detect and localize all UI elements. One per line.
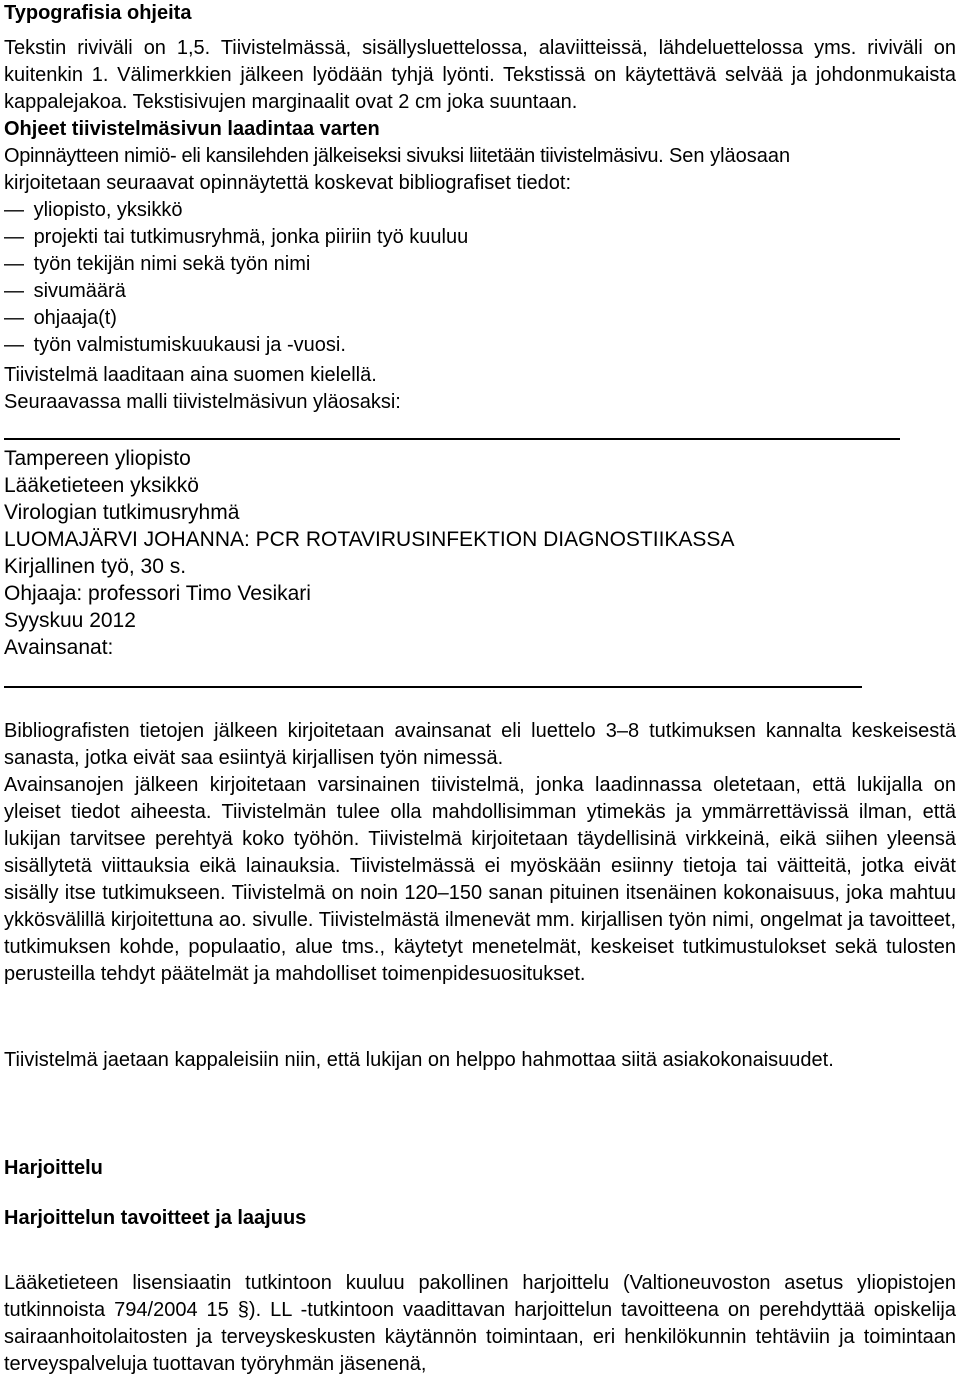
example-group: Virologian tutkimusryhmä (4, 501, 240, 524)
abstract-intro-line2: kirjoitetaan seuraavat opinnäytettä koskevat bibliografiset tiedot: (4, 172, 572, 194)
typography-paragraph: Tekstin riviväli on 1,5. Tiivistelmässä, sisällysluettelossa, alaviitteissä, lähdeluettelossa yms. riviväli on kuitenkin 1. Välimerkkien jälkeen lyödään tyhjä lyönti. Tekstissä on käytettävä selvää ja johdonmukaista kappalejakoa. Tekstisivujen marginaalit ovat 2 cm joka suuntaan. (4, 37, 956, 113)
list-item-text: työn valmistumiskuukausi ja -vuosi. (33, 334, 346, 356)
list-item (4, 197, 468, 224)
heading-internship: Harjoittelu (4, 1157, 103, 1179)
abstract-split-paragraph: Tiivistelmä jaetaan kappaleisiin niin, että lukijan on helppo hahmottaa siitä asiakokonaisuudet. (4, 1049, 834, 1071)
abstract-intro-text: Opinnäytteen nimiö- eli kansilehden jälkeiseksi sivuksi liitetään tiivistelmäsivu. (4, 145, 664, 167)
dash-bullet: — (4, 199, 24, 221)
bibliographic-list (4, 197, 468, 359)
heading-abstract-instructions: Ohjeet tiivistelmäsivun laadintaa varten (4, 118, 380, 140)
dash-bullet: — (4, 307, 24, 329)
example-author-title: LUOMAJÄRVI JOHANNA: PCR ROTAVIRUSINFEKTION DIAGNOSTIIKASSA (4, 528, 735, 551)
example-unit: Lääketieteen yksikkö (4, 474, 199, 497)
heading-typography: Typografisia ohjeita (4, 2, 192, 24)
list-item (4, 278, 468, 305)
list-item (4, 224, 468, 251)
language-note: Tiivistelmä laaditaan aina suomen kielellä. (4, 364, 377, 386)
example-date: Syyskuu 2012 (4, 609, 136, 632)
example-pages: Kirjallinen työ, 30 s. (4, 555, 187, 578)
list-item (4, 332, 468, 359)
example-bottom-rule (4, 686, 862, 688)
abstract-intro-line1 (4, 143, 956, 170)
example-block (4, 445, 734, 661)
list-item-text: ohjaaja(t) (33, 307, 117, 329)
dash-bullet: — (4, 226, 24, 248)
example-supervisor: Ohjaaja: professori Timo Vesikari (4, 582, 311, 605)
dash-bullet: — (4, 253, 24, 275)
example-keywords-label: Avainsanat: (4, 636, 114, 659)
example-university: Tampereen yliopisto (4, 447, 191, 470)
list-item-text: sivumäärä (33, 280, 126, 302)
list-item-text: työn tekijän nimi sekä työn nimi (33, 253, 311, 275)
list-item (4, 251, 468, 278)
abstract-body-paragraph: Avainsanojen jälkeen kirjoitetaan varsinainen tiivistelmä, jonka laadinnassa oletetaan, että lukijalla on yleiset tiedot aiheesta. Tiivistelmän tulee olla mahdollisimman ytimekäs ja ymmärrettävissä ilman, että lukijan tarvitsee perehtyä koko työhön. Tiivistelmä kirjoitetaan täydellisinä virkkeinä, eikä siihen yleensä sisällytetä viittauksia eikä lainauksia. Tiivistelmässä ei myöskään esiinny tietoja tai väitteitä, jotka eivät sisälly itse tutkimukseen. Tiivistelmä on noin 120–150 sanan pituinen itsenäinen kokonaisuus, joka mahtuu ykkösvälillä kirjoitettuna ao. sivulle. Tiivistelmästä ilmenevät mm. kirjallisen työn nimi, ongelmat ja tavoitteet, tutkimuksen kohde, populaatio, alue tms., käytetyt menetelmät, keskeiset tutkimustulokset sekä tulosten perusteilla tehdyt päätelmät ja mahdolliset toimenpidesuositukset. (4, 774, 956, 985)
dash-bullet: — (4, 334, 24, 356)
internship-paragraph: Lääketieteen lisensiaatin tutkintoon kuuluu pakollinen harjoittelu (Valtioneuvoston asetus yliopistojen tutkinnoista 794/2004 15 §). LL -tutkintoon vaadittavan harjoittelun tavoitteena on perehdyttää opiskelija sairaanhoitolaitosten ja terveyskeskusten käytännön toimintaan, eri henkilökunnin tehtäviin ja toimintaan terveyspalveluja tuottavan työryhmän jäsenenä, (4, 1272, 956, 1375)
list-item-text: projekti tai tutkimusryhmä, jonka piiriin työ kuuluu (33, 226, 469, 248)
keywords-paragraph: Bibliografisten tietojen jälkeen kirjoitetaan avainsanat eli luettelo 3–8 tutkimuksen kannalta keskeisestä sanasta, jotka eivät saa esiintyä kirjallisen työn nimessä. (4, 720, 956, 769)
abstract-intro-text-rest: Sen yläosaan (668, 145, 791, 167)
list-item (4, 305, 468, 332)
example-intro: Seuraavassa malli tiivistelmäsivun yläosaksi: (4, 391, 401, 413)
list-item-text: yliopisto, yksikkö (33, 199, 183, 221)
example-top-rule (4, 438, 900, 440)
subheading-internship-goals: Harjoittelun tavoitteet ja laajuus (4, 1207, 307, 1229)
dash-bullet: — (4, 280, 24, 302)
